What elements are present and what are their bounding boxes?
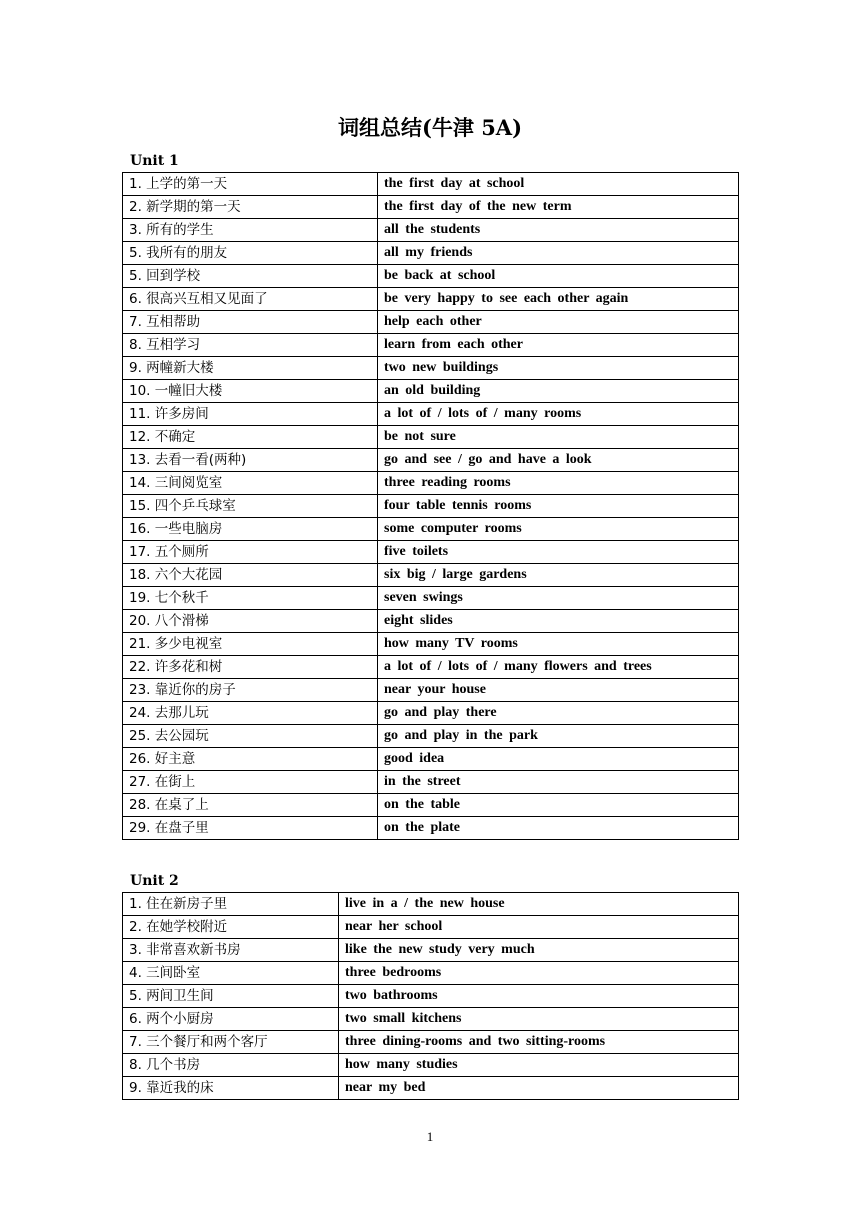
english-phrase-cell: a lot of / lots of / many flowers and trees <box>378 656 739 679</box>
english-phrase-cell: six big / large gardens <box>378 564 739 587</box>
table-row <box>123 702 739 725</box>
english-phrase-cell: help each other <box>378 311 739 334</box>
chinese-phrase-cell: 6. 两个小厨房 <box>123 1008 339 1031</box>
english-phrase-cell: in the street <box>378 771 739 794</box>
chinese-phrase-cell: 19. 七个秋千 <box>123 587 378 610</box>
table-row <box>123 495 739 518</box>
english-phrase-cell: learn from each other <box>378 334 739 357</box>
table-row <box>123 265 739 288</box>
chinese-phrase-cell: 14. 三间阅览室 <box>123 472 378 495</box>
chinese-phrase-cell: 1. 住在新房子里 <box>123 893 339 916</box>
table-row <box>123 771 739 794</box>
english-phrase-cell: like the new study very much <box>339 939 739 962</box>
english-phrase-cell: be not sure <box>378 426 739 449</box>
table-row <box>123 518 739 541</box>
english-phrase-cell: be very happy to see each other again <box>378 288 739 311</box>
table-row <box>123 242 739 265</box>
english-phrase-cell: on the plate <box>378 817 739 840</box>
table-row <box>123 893 739 916</box>
english-phrase-cell: how many TV rooms <box>378 633 739 656</box>
chinese-phrase-cell: 13. 去看一看(两种) <box>123 449 378 472</box>
table-row <box>123 985 739 1008</box>
table-row <box>123 1077 739 1100</box>
english-phrase-cell: near your house <box>378 679 739 702</box>
chinese-phrase-cell: 21. 多少电视室 <box>123 633 378 656</box>
table-row <box>123 939 739 962</box>
table-row <box>123 380 739 403</box>
chinese-phrase-cell: 7. 三个餐厅和两个客厅 <box>123 1031 339 1054</box>
english-phrase-cell: two bathrooms <box>339 985 739 1008</box>
table-row <box>123 748 739 771</box>
chinese-phrase-cell: 8. 几个书房 <box>123 1054 339 1077</box>
english-phrase-cell: two small kitchens <box>339 1008 739 1031</box>
unit-2-table-body <box>123 893 739 1100</box>
chinese-phrase-cell: 10. 一幢旧大楼 <box>123 380 378 403</box>
table-row <box>123 311 739 334</box>
chinese-phrase-cell: 6. 很高兴互相又见面了 <box>123 288 378 311</box>
page-title: 词组总结(牛津 5A) <box>337 115 523 140</box>
table-row <box>123 472 739 495</box>
table-row <box>123 725 739 748</box>
chinese-phrase-cell: 25. 去公园玩 <box>123 725 378 748</box>
english-phrase-cell: an old building <box>378 380 739 403</box>
english-phrase-cell: go and see / go and have a look <box>378 449 739 472</box>
chinese-phrase-cell: 9. 靠近我的床 <box>123 1077 339 1100</box>
chinese-phrase-cell: 28. 在桌了上 <box>123 794 378 817</box>
chinese-phrase-cell: 27. 在街上 <box>123 771 378 794</box>
english-phrase-cell: two new buildings <box>378 357 739 380</box>
chinese-phrase-cell: 5. 我所有的朋友 <box>123 242 378 265</box>
table-row <box>123 403 739 426</box>
chinese-phrase-cell: 20. 八个滑梯 <box>123 610 378 633</box>
chinese-phrase-cell: 9. 两幢新大楼 <box>123 357 378 380</box>
chinese-phrase-cell: 7. 互相帮助 <box>123 311 378 334</box>
english-phrase-cell: good idea <box>378 748 739 771</box>
chinese-phrase-cell: 4. 三间卧室 <box>123 962 339 985</box>
table-row <box>123 288 739 311</box>
table-row <box>123 219 739 242</box>
english-phrase-cell: eight slides <box>378 610 739 633</box>
english-phrase-cell: some computer rooms <box>378 518 739 541</box>
unit-2-phrase-table <box>122 892 739 1100</box>
table-row <box>123 610 739 633</box>
unit-1-phrase-table <box>122 172 739 840</box>
chinese-phrase-cell: 12. 不确定 <box>123 426 378 449</box>
english-phrase-cell: seven swings <box>378 587 739 610</box>
english-phrase-cell: three dining-rooms and two sitting-rooms <box>339 1031 739 1054</box>
chinese-phrase-cell: 2. 在她学校附近 <box>123 916 339 939</box>
table-row <box>123 1031 739 1054</box>
english-phrase-cell: live in a / the new house <box>339 893 739 916</box>
english-phrase-cell: on the table <box>378 794 739 817</box>
chinese-phrase-cell: 17. 五个厕所 <box>123 541 378 564</box>
chinese-phrase-cell: 11. 许多房间 <box>123 403 378 426</box>
table-row <box>123 173 739 196</box>
chinese-phrase-cell: 3. 非常喜欢新书房 <box>123 939 339 962</box>
english-phrase-cell: all the students <box>378 219 739 242</box>
table-row <box>123 1008 739 1031</box>
english-phrase-cell: three bedrooms <box>339 962 739 985</box>
table-row <box>123 541 739 564</box>
table-row <box>123 587 739 610</box>
english-phrase-cell: near my bed <box>339 1077 739 1100</box>
page-number: 1 <box>426 1129 434 1144</box>
english-phrase-cell: go and play in the park <box>378 725 739 748</box>
table-row <box>123 426 739 449</box>
unit-1-heading: Unit 1 <box>130 153 179 169</box>
english-phrase-cell: all my friends <box>378 242 739 265</box>
english-phrase-cell: go and play there <box>378 702 739 725</box>
table-row <box>123 357 739 380</box>
table-row <box>123 916 739 939</box>
table-row <box>123 1054 739 1077</box>
unit-2-heading: Unit 2 <box>130 873 179 889</box>
table-row <box>123 794 739 817</box>
chinese-phrase-cell: 23. 靠近你的房子 <box>123 679 378 702</box>
table-row <box>123 334 739 357</box>
unit-1-table-body <box>123 173 739 840</box>
table-row <box>123 449 739 472</box>
table-row <box>123 564 739 587</box>
chinese-phrase-cell: 5. 回到学校 <box>123 265 378 288</box>
english-phrase-cell: near her school <box>339 916 739 939</box>
table-row <box>123 196 739 219</box>
english-phrase-cell: the first day of the new term <box>378 196 739 219</box>
chinese-phrase-cell: 8. 互相学习 <box>123 334 378 357</box>
english-phrase-cell: four table tennis rooms <box>378 495 739 518</box>
chinese-phrase-cell: 29. 在盘子里 <box>123 817 378 840</box>
chinese-phrase-cell: 5. 两间卫生间 <box>123 985 339 1008</box>
chinese-phrase-cell: 3. 所有的学生 <box>123 219 378 242</box>
table-row <box>123 633 739 656</box>
chinese-phrase-cell: 24. 去那儿玩 <box>123 702 378 725</box>
chinese-phrase-cell: 2. 新学期的第一天 <box>123 196 378 219</box>
chinese-phrase-cell: 1. 上学的第一天 <box>123 173 378 196</box>
table-row <box>123 817 739 840</box>
english-phrase-cell: the first day at school <box>378 173 739 196</box>
chinese-phrase-cell: 22. 许多花和树 <box>123 656 378 679</box>
english-phrase-cell: five toilets <box>378 541 739 564</box>
table-row <box>123 679 739 702</box>
english-phrase-cell: a lot of / lots of / many rooms <box>378 403 739 426</box>
english-phrase-cell: how many studies <box>339 1054 739 1077</box>
english-phrase-cell: be back at school <box>378 265 739 288</box>
chinese-phrase-cell: 18. 六个大花园 <box>123 564 378 587</box>
chinese-phrase-cell: 15. 四个乒乓球室 <box>123 495 378 518</box>
table-row <box>123 962 739 985</box>
table-row <box>123 656 739 679</box>
english-phrase-cell: three reading rooms <box>378 472 739 495</box>
chinese-phrase-cell: 16. 一些电脑房 <box>123 518 378 541</box>
chinese-phrase-cell: 26. 好主意 <box>123 748 378 771</box>
